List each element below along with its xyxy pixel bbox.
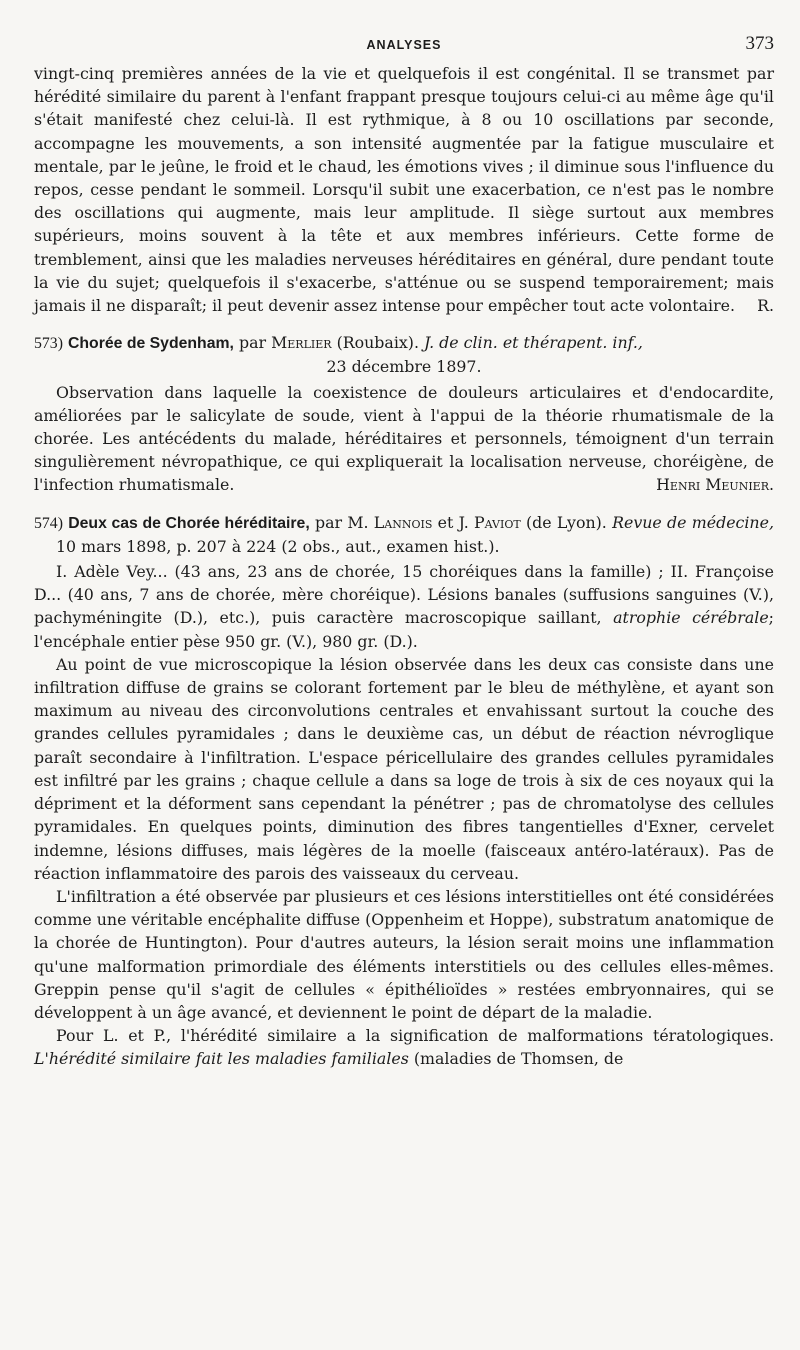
entry-574-title: Deux cas de Chorée héréditaire, [68, 514, 310, 532]
entry-574-author-1: Lannois [373, 512, 433, 532]
page-header [34, 0, 774, 62]
entry-574-paragraph-2: Au point de vue microscopique la lésion observée dans les deux cas consiste dans une infiltration diffuse de grains se colorant fortement par le bleu de méthylène, et ayant son maximum au niveau des circonvolutions centrales et envahissant surtout la couche des grandes cellules pyramidales ; dans le deuxième cas, un début de réaction névroglique paraît secondaire à l'infiltration. L'espace péricellulaire des grandes cellules pyramidales est infiltré par les grains ; chaque cellule a dans sa loge de trois à six de ces noyaux qui la dépriment et la déforment sans cependant la pénétrer ; pas de chromatolyse des cellules pyramidales. En quelques points, diminution des fibres tangentielles d'Exner, cervelet indemne, lésions diffuses, mais légères de la moelle (faisceaux antéro-latéraux). Pas de réaction inflammatoire des parois des vaisseaux du cerveau. [34, 654, 774, 883]
entry-574-p4-a: Pour L. et P., l'hérédité similaire a la signification de malformations tératologiques. [56, 1026, 774, 1046]
entry-574-p1-b: ; l'encéphale entier pèse 950 gr. (V.), 980 gr. (D.). [34, 608, 774, 651]
entry-574-and: et J. [437, 512, 469, 532]
journal-page [34, 0, 774, 1071]
entry-573-signature: Henri Meunier. [656, 475, 774, 495]
entry-573-by: par [238, 333, 267, 353]
entry-573-text: Observation dans laquelle la coexistence de douleurs articulaires et d'endocardite, améliorées par le salicylate de soude, vient à l'appui de la théorie rhumatismale de la chorée. Les antécédents du malade, héréditaires et personnels, témoignent d'un terrain singulièrement névropathique, ce qui expliquerait la localisation nerveuse, choréigène, de l'infection rhumatismale. [34, 382, 774, 495]
entry-574-paragraph-4 [34, 1024, 774, 1070]
entry-574-paragraph-3: L'infiltration a été observée par plusieurs et ces lésions interstitielles ont été considérées comme une véritable encéphalite diffuse (Oppenheim et Hoppe), substratum anatomique de la chorée de Huntington). Pour d'autres auteurs, la lésion serait moins une inflammation qu'une malformation primordiale des éléments interstitiels ou des cellules elles-mêmes. Greppin pense qu'il s'agit de cellules « épithélioïdes » restées embryonnaires, qui se développent à un âge avancé, et deviennent le point de départ de la maladie. [34, 886, 775, 1022]
signature-r: R. [757, 296, 774, 316]
entry-574-place: (de Lyon). [525, 512, 607, 532]
entry-573-place: (Roubaix). [336, 333, 419, 353]
entry-573-author: Merlier [271, 333, 332, 353]
entry-573-journal: J. de clin. et thérapent. inf., [424, 333, 643, 353]
continued-text: vingt-cinq premières années de la vie et quelquefois il est congénital. Il se transmet par hérédité similaire du parent à l'enfant frappant presque toujours celui-ci au même âge qu'il s'était manifesté chez celui-là. Il est rythmique, à 8 ou 10 oscillations par seconde, accompagne les mouvements, a son intensité augmentée par la fatigue musculaire et mentale, par le jeûne, le froid et le chaud, les émotions vives ; il diminue sous l'influence du repos, cesse pendant le sommeil. Lorsqu'il subit une exacerbation, ce n'est pas le nombre des oscillations qui augmente, mais leur amplitude. Il siège surtout aux membres supérieurs, moins souvent à la tête et aux membres inférieurs. Cette forme de tremblement, ainsi que les maladies nerveuses héréditaires en général, dure pendant toute la vie du sujet; quelquefois il s'exacerbe, s'atténue ou se suspend temporairement; mais jamais il ne disparaît; il peut devenir assez intense pour empêcher tout acte volontaire. [34, 64, 774, 316]
page-number: 373 [745, 33, 774, 54]
continued-paragraph [34, 62, 774, 317]
entry-574-p1-a: I. Adèle Vey... (43 ans, 23 ans de chorée, 15 choréiques dans la famille) ; II. Françoise D... (40 ans, 7 ans de chorée, mère choréique). Lésions banales (suffusions sanguines (V.), pachyméningite (D.), etc.), puis caractère macroscopique saillant, [34, 562, 774, 628]
entry-574-ref: 10 mars 1898, p. 207 à 224 (2 obs., aut., examen hist.). [56, 536, 500, 556]
entry-573-date: 23 décembre 1897. [326, 357, 482, 377]
entry-574-paragraph-1 [34, 560, 774, 653]
entry-574-heading [34, 511, 774, 558]
entry-574-p4-b: (maladies de Thomsen, de [413, 1049, 624, 1069]
entry-573-body [34, 381, 774, 497]
running-title: ANALYSES [366, 38, 442, 52]
entry-573-title: Chorée de Sydenham, [68, 335, 234, 353]
entry-574-p1-em: atrophie cérébrale [613, 608, 769, 628]
entry-573-heading [34, 331, 774, 355]
entry-574-author-2: Paviot [474, 512, 521, 532]
entry-574-journal: Revue de médecine, [612, 512, 774, 532]
entry-573-number: 573) [34, 335, 63, 353]
entry-574-p4-em: L'hérédité similaire fait les maladies familiales [34, 1049, 409, 1069]
entry-574-by: par M. [315, 512, 369, 532]
entry-574-number: 574) [34, 514, 63, 532]
